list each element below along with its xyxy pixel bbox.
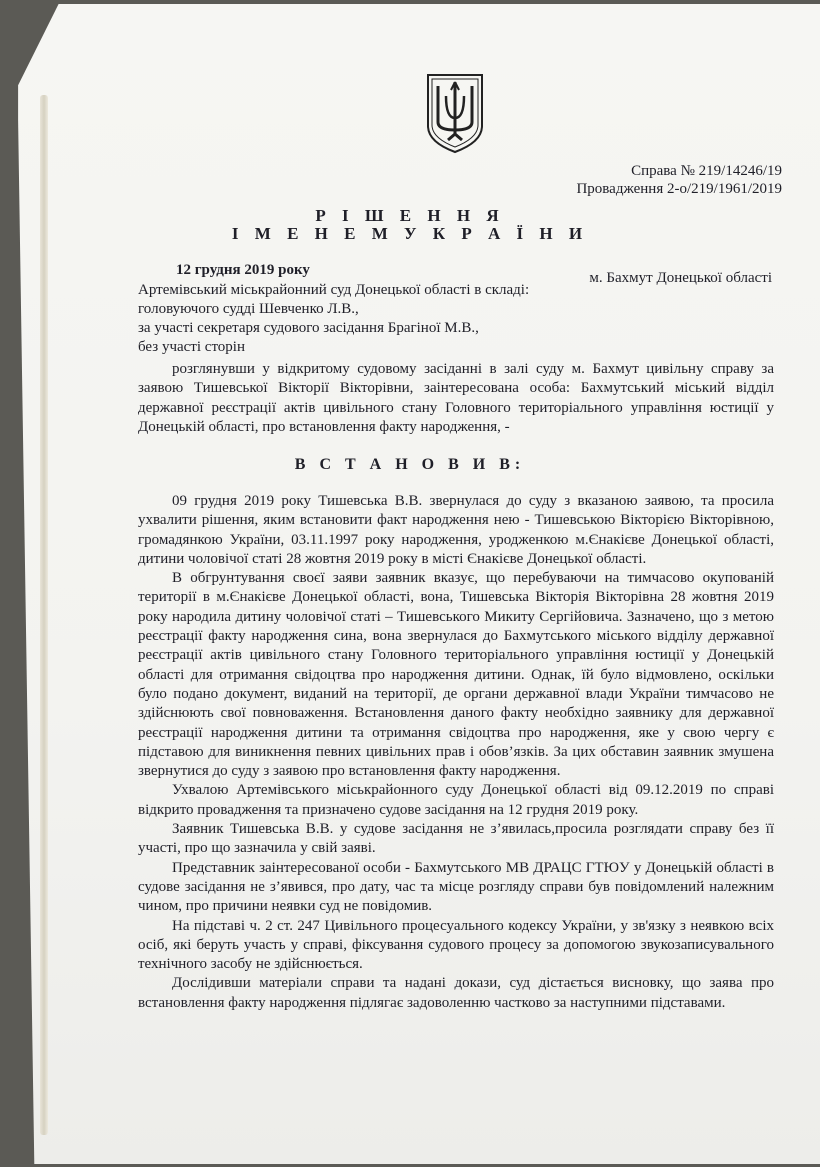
parties-note: без участі сторін xyxy=(138,339,245,355)
binding-thread xyxy=(40,95,48,1135)
document-subtitle: І М Е Н Е М У К Р А Ї Н И xyxy=(231,224,589,243)
proceeding-number: Провадження 2-о/219/1961/2019 xyxy=(576,181,782,197)
trident-emblem-icon xyxy=(424,72,486,154)
case-identifiers xyxy=(576,162,782,198)
document-title: Р І Ш Е Н Н Я xyxy=(315,206,505,225)
court-composition: Артемівський міськрайонний суд Донецької області в складі: xyxy=(138,282,530,298)
body-text xyxy=(138,492,774,1013)
paragraph-3: Ухвалою Артемівського міськрайонного суду Донецької області від 09.12.2019 по справі відкрито провадження та призначено судове засідання на 12 грудня 2019 року. xyxy=(138,782,774,818)
paragraph-7: Дослідивши матеріали справи та надані докази, суд дістається висновку, що заява про встановлення факту народження підлягає задоволенню частково за наступними підставами. xyxy=(138,975,774,1011)
intro-block xyxy=(138,360,774,437)
decision-date: 12 грудня 2019 року xyxy=(176,262,310,278)
paragraph-5: Представник заінтересованої особи - Бахмутського МВ ДРАЦС ГТЮУ у Донецькій області в судове засідання не з’явився, про дату, час та місце розгляду справи був повідомлений належним чином, про причини неявки суд не повідомив. xyxy=(138,859,774,915)
decision-city: м. Бахмут Донецької області xyxy=(589,270,772,286)
court-secretary: за участі секретаря судового засідання Брагіної М.В., xyxy=(138,320,479,336)
case-number: Справа № 219/14246/19 xyxy=(631,163,782,179)
paragraph-6: На підставі ч. 2 ст. 247 Цивільного процесуального кодексу України, у зв'язку з неявкою всіх осіб, які беруть участь у справі, фіксування судового процесу за допомогою звукозаписувального технічного засобу не здійснюється. xyxy=(138,917,774,973)
section-heading: В С Т А Н О В И В: xyxy=(294,456,526,473)
intro-paragraph: розглянувши у відкритому судовому засіданні в залі суду м. Бахмут цивільну справу за заявою Тишевської Вікторії Вікторівни, зaінтересована особа: Бахмутський міський відділ державної реєстрації актів цивільного стану Головного територіального управління юстиції у Донецькій області, про встановлення факту народження, - xyxy=(138,361,774,435)
paragraph-4: Заявник Тишевська В.В. у судове засідання не з’явилась,просила розглядати справу без її участі, про що зазначила у свій заяві. xyxy=(138,821,774,857)
paragraph-2: В обгрунтування своєї заяви заявник вказує, що перебуваючи на тимчасово окупованій території в м.Єнакієве Донецької області, вона, Тишевська Вікторія Вікторівна 28 жовтня 2019 року народила дитину чоловічої статі – Тишевського Микиту Сергійовича. Зазначено, що з метою реєстрації факту народження сина, вона звернулася до Бахмутського міського відділу державної реєстрації актів цивільного стану Головного територіального управління юстиції у Донецькій області для отримання свідоцтва про народження дитини. Однак, їй було відмовлено, оскільки було подано документ, виданий на території, де органи державної влади України тимчасово не здійснюють свої повноваження. Встановлення даного факту необхідно заявнику для державної реєстрації народження дитини та отримання свідоцтва про народження, яке у свою чергу є підставою для виникнення певних цивільних прав і обов’язків. За цих обставин заявник змушена звернутися до суду з заявою про встановлення факту народження. xyxy=(138,570,774,780)
presiding-judge: головуючого судді Шевченко Л.В., xyxy=(138,301,359,317)
paragraph-1: 09 грудня 2019 року Тишевська В.В. звернулася до суду з вказаною заявою, та просила ухвалити рішення, яким встановити факт народження нею - Тишевською Вікторією Вікторівною, громадянкою України, 03.11.1997 року народження, уродженкою м.Єнакієве Донецької області, дитини чоловічої статі 28 жовтня 2019 року в місті Єнакієве Донецької області. xyxy=(138,493,774,567)
